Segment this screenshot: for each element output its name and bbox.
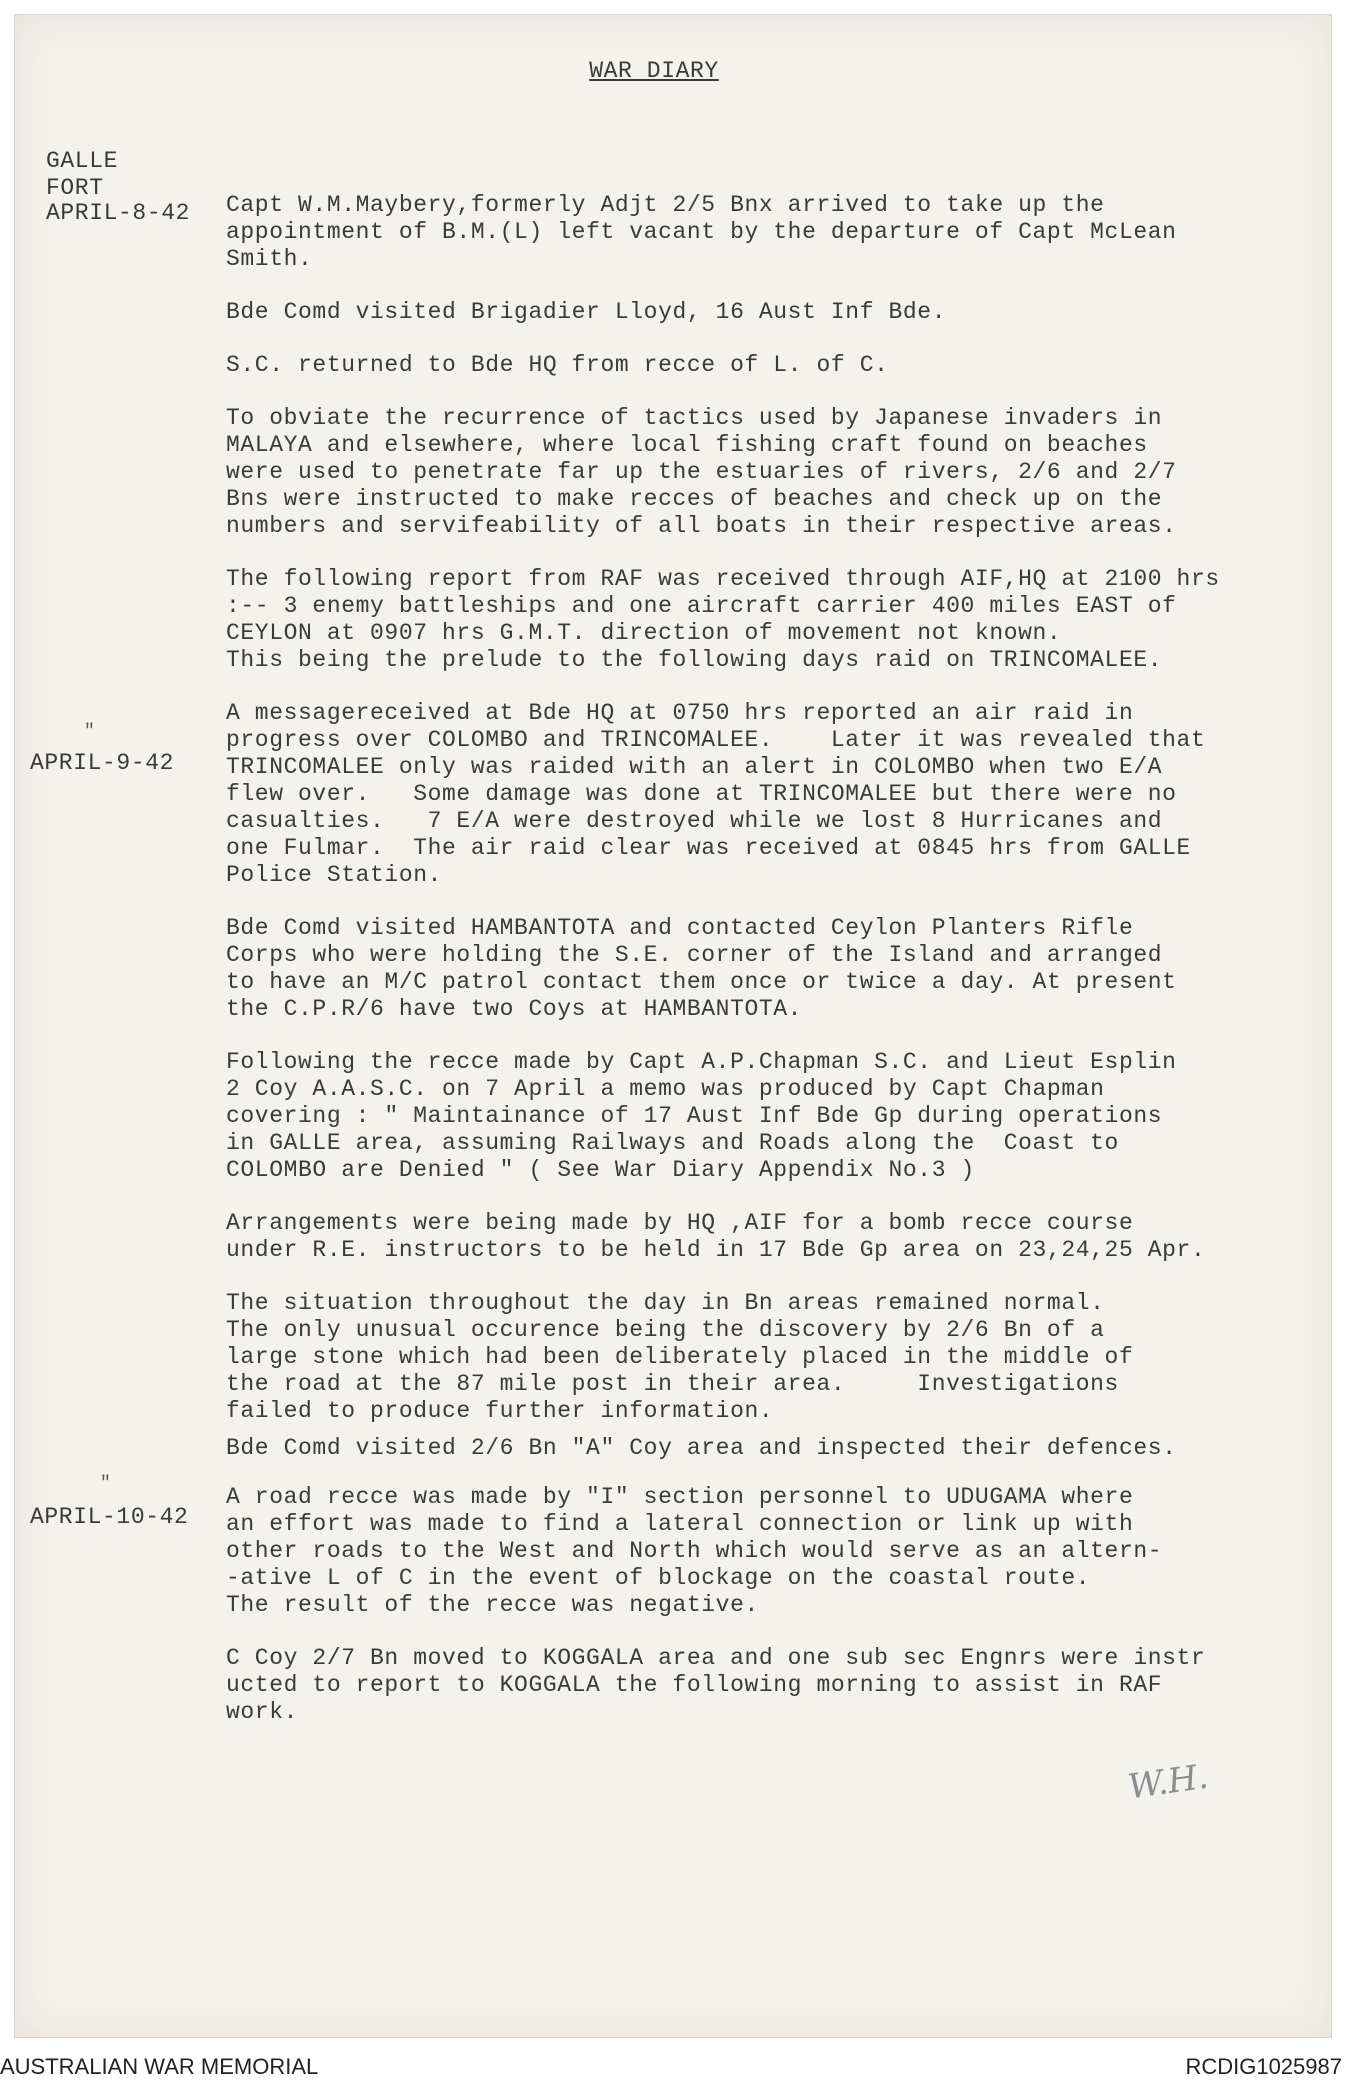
diary-entry: Arrangements were being made by HQ ,AIF for a bomb recce course under R.E. instructors to be held in 17 Bde Gp area on 23,24,25 Apr.: [226, 1210, 1206, 1263]
diary-entry: Following the recce made by Capt A.P.Chapman S.C. and Lieut Esplin 2 Coy A.A.S.C. on 7 April a memo was produced by Capt Chapman covering : " Maintainance of 17 Aust Inf Bde Gp during operations in GALLE area, assuming Railways and Roads along the Coast to COLOMBO are Denied " ( See War Diary Appendix No.3 ): [226, 1049, 1177, 1183]
diary-body: [226, 192, 1326, 1752]
diary-entry: To obviate the recurrence of tactics used by Japanese invaders in MALAYA and elsewhere, where local fishing craft found on beaches were used to penetrate far up the estuaries of rivers, 2/6 and 2/7 Bns were instructed to make recces of beaches and check up on the numbers and servifeability of all boats in their respective areas.: [226, 405, 1177, 539]
footer-source: AUSTRALIAN WAR MEMORIAL: [0, 2054, 319, 2079]
diary-entry: Capt W.M.Maybery,formerly Adjt 2/5 Bnx arrived to take up the appointment of B.M.(L) left vacant by the departure of Capt McLean Smith.: [226, 192, 1177, 272]
ditto-mark: ": [84, 722, 96, 742]
document-title: WAR DIARY: [589, 58, 719, 84]
footer-record-id: RCDIG1025987: [1185, 2054, 1342, 2079]
diary-entry: A road recce was made by "I" section personnel to UDUGAMA where an effort was made to find a lateral connection or link up with other roads to the West and North which would serve as an altern- -ative L of C in the event of blockage on the coastal route. The result of the recce was negative.: [226, 1484, 1163, 1618]
ditto-mark: ": [100, 1474, 112, 1494]
diary-entry: Bde Comd visited Brigadier Lloyd, 16 Aust Inf Bde.: [226, 299, 947, 325]
signature-initials: W.H.: [1125, 1756, 1211, 1808]
diary-entry: Bde Comd visited HAMBANTOTA and contacted Ceylon Planters Rifle Corps who were holding the S.E. corner of the Island and arranged to have an M/C patrol contact them once or twice a day. At present the C.P.R/6 have two Coys at HAMBANTOTA.: [226, 915, 1177, 1022]
diary-entry: C Coy 2/7 Bn moved to KOGGALA area and one sub sec Engnrs were instr ucted to report to KOGGALA the following morning to assist in RAF work.: [226, 1645, 1206, 1725]
diary-entry: Bde Comd visited 2/6 Bn "A" Coy area and inspected their defences.: [226, 1435, 1177, 1461]
date-april-8: APRIL-8-42: [46, 200, 191, 226]
date-april-10: APRIL-10-42: [30, 1504, 189, 1530]
date-april-9: APRIL-9-42: [30, 750, 175, 776]
diary-entry: A messagereceived at Bde HQ at 0750 hrs reported an air raid in progress over COLOMBO and TRINCOMALEE. Later it was revealed that TRINCOMALEE only was raided with an alert in COLOMBO when two E/A flew over. Some damage was done at TRINCOMALEE but there were no casualties. 7 E/A were destroyed while we lost 8 Hurricanes and one Fulmar. The air raid clear was received at 0845 hrs from GALLE Police Station.: [226, 700, 1206, 888]
diary-entry: The following report from RAF was received through AIF,HQ at 2100 hrs :-- 3 enemy battleships and one aircraft carrier 400 miles EAST of CEYLON at 0907 hrs G.M.T. direction of movement not known. This being the prelude to the following days raid on TRINCOMALEE.: [226, 566, 1220, 673]
location-label: GALLE FORT: [46, 148, 119, 201]
diary-entry: The situation throughout the day in Bn areas remained normal. The only unusual occurence being the discovery by 2/6 Bn of a large stone which had been deliberately placed in the middle of the road at the 87 mile post in their area. Investigations failed to produce further information.: [226, 1290, 1134, 1424]
diary-entry: S.C. returned to Bde HQ from recce of L. of C.: [226, 352, 889, 378]
